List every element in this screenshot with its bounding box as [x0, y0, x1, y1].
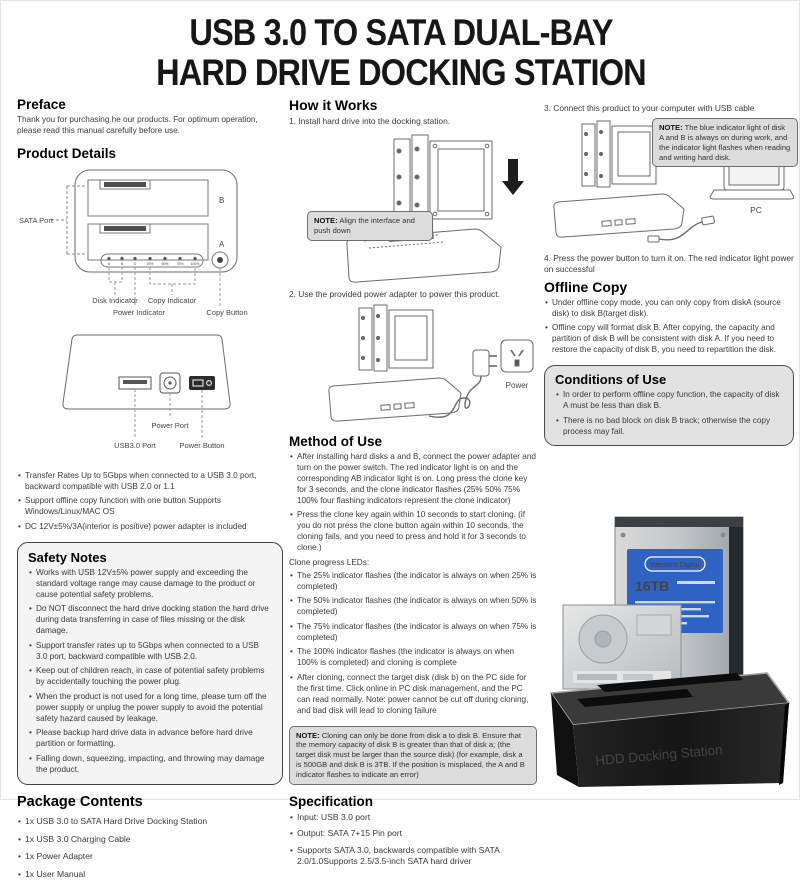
feature-item: • Transfer Rates Up to 5Gbps when connected to a USB 3.0 port, backward compatible with USB 2.0 or 1.1 [17, 471, 283, 493]
led-label: 75% [176, 261, 184, 266]
led-label: 25% [146, 261, 154, 266]
product-details-section [17, 146, 283, 462]
spec-item: • Input: USB 3.0 port [289, 812, 537, 824]
offline-copy-section [544, 279, 794, 356]
package-contents-heading: Package Contents [17, 794, 143, 811]
led-label: 100% [190, 261, 200, 266]
note-prefix: NOTE: [314, 215, 338, 225]
install-diagram [289, 129, 537, 287]
clone-led-item: • The 50% indicator flashes (the indicator is always on when 50% is completed) [289, 596, 537, 618]
power-illustration [289, 302, 537, 430]
how-it-works-heading: How it Works [289, 97, 378, 113]
note-prefix: NOTE: [659, 122, 683, 132]
offline-copy-heading: Offline Copy [544, 278, 628, 295]
power-indicator-label: Power Indicator [112, 307, 166, 317]
safety-note-item: • Falling down, squeezing, impacting, and throwing may damage the product. [28, 754, 272, 776]
dock-front-label: HDD Docking Station [594, 742, 724, 769]
clone-led-item: • The 25% indicator flashes (the indicator is always on when 25% is completed) [289, 571, 537, 593]
preface-section [17, 97, 283, 137]
dock-body [551, 673, 789, 787]
copy-button-label: Copy Button [206, 307, 248, 317]
spec-item: • Output: SATA 7+15 Pin port [289, 828, 537, 840]
power-port-label: Power Port [151, 420, 189, 430]
right-column [544, 101, 794, 446]
drive-brand-label: Western Digital [650, 560, 700, 569]
sata-port-label: SATA Port [19, 215, 53, 225]
offline-copy-item: • Offline copy will format disk B. After copying, the capacity and partition of disk B will be consistent with disk A. If you need to restore the capacity of disk B, you need to repartition the disk. [544, 323, 794, 356]
middle-column [289, 97, 537, 877]
safety-note-item: • Do NOT disconnect the hard drive docking station the hard drive during data transferring in case of files missing or the disk damage. [28, 604, 272, 637]
feature-item: • Support offline copy function with one button Supports Windows/Linux/MAC OS [17, 496, 283, 518]
safety-note-item: • Support transfer rates up to 5Gbps when connected to a USB 3.0 port, backward compatible with USB 2.0. [28, 641, 272, 663]
top-view-diagram [17, 164, 283, 325]
conditions-heading: Conditions of Use [555, 372, 667, 388]
preface-heading: Preface [17, 97, 66, 112]
led-row [107, 257, 199, 266]
step2-text: 2. Use the provided power adapter to power this product. [289, 288, 500, 299]
safety-note-item: • Keep out of children reach, in case of potential safety problems by accidentally touching the power plug. [28, 666, 272, 688]
power-diagram [289, 302, 537, 430]
offline-copy-item: • Under offline copy mode, you can only copy from diskA (source disk) to disk B(target disk). [544, 298, 794, 320]
conditions-item: • In order to perform offline copy function, the capacity of disk A must be less than disk B. [555, 390, 783, 412]
connect-note-box [652, 118, 798, 167]
top-view-illustration [17, 164, 277, 320]
safety-notes-heading: Safety Notes [28, 549, 107, 565]
page-title-line2: HARD DRIVE DOCKING STATION [156, 51, 646, 93]
method-item: • Press the clone key again within 10 seconds to start cloning. (if you do not press the clone button again within 10 seconds, the cloning fails, and you need to press and hold it for 3 seconds to clone.) [289, 510, 537, 554]
led-label: B [120, 261, 124, 266]
feature-item: • DC 12V±5%/3A(interior is positive) power adapter is included [17, 522, 283, 533]
clone-note-box [289, 726, 537, 785]
pc-diagram [544, 116, 794, 251]
conditions-box [544, 365, 794, 446]
package-item: • 1x Power Adapter [17, 851, 283, 863]
package-contents-section [17, 794, 283, 880]
front-view-diagram [17, 325, 283, 462]
led-label: O [133, 261, 137, 266]
product-photo [537, 487, 797, 795]
note-body: Cloning can only be done from disk a to disk B. Ensure that the memory capacity of disk B is greater than that of disk a; (the target disk must be larger than the source disk) (for example, disk a is 500GB and disk B is 3TB. If the position is misplaced, the A and B indicator flashes to indicate an error) [296, 730, 525, 779]
product-details-heading: Product Details [17, 145, 117, 161]
specification-heading: Specification [289, 793, 374, 809]
disk-indicator-label: Disk Indicator [92, 295, 138, 305]
clone-leds-lede: Clone progress LEDs: [289, 557, 370, 567]
front-view-illustration [17, 325, 277, 457]
drive-capacity-label: 16TB [635, 578, 670, 594]
step1-text: 1. Install hard drive into the docking station. [289, 116, 451, 126]
package-item: • 1x USB 3.0 to SATA Hard Drive Docking Station [17, 816, 283, 828]
note-body: Align the interface and push down [314, 215, 415, 235]
down-arrow-icon [502, 159, 524, 195]
step4-text: 4. Press the power button to turn it on. The red indicator light power on successful [544, 252, 794, 274]
hdd-2-5-drive [563, 605, 681, 689]
method-of-use-section [289, 434, 537, 717]
page-title-line1: USB 3.0 TO SATA DUAL-BAY [189, 12, 613, 53]
left-column [17, 97, 283, 889]
method-of-use-heading: Method of Use [289, 433, 382, 449]
page-title [49, 13, 753, 93]
step3-text: 3. Connect this product to your computer with USB cable [544, 103, 755, 113]
clone-led-item: • The 100% indicator flashes (the indicator is always on when 100% is completed) and cloning is complete [289, 647, 537, 669]
method-item: • After installing hard disks a and B, connect the power adapter and turn on the power switch. The red indicator light is on and the corresponding AB indicator light is on. Long press the clone key for 3 seconds, and the clone indicator flashes (25% 50% 75% 100% four flashing indicators represent the clone indicator) [289, 452, 537, 507]
led-label: A [107, 261, 111, 266]
safety-note-item: • Works with USB 12V±5% power supply and exceeding the standard voltage range may cause damage to the product or cause potential safety problems. [28, 568, 272, 601]
package-item: • 1x USB 3.0 Charging Cable [17, 834, 283, 846]
install-note-box [307, 211, 433, 241]
copy-indicator-label: Copy Indicator [147, 295, 197, 305]
power-button-label: Power Button [179, 440, 225, 450]
note-body: The blue indicator light of disk A and B is always on during work, and the indicator light flashes when reading and writing hard disk. [659, 122, 791, 162]
product-photo-illustration [537, 487, 797, 795]
note-prefix: NOTE: [296, 730, 320, 740]
features-list [17, 471, 283, 533]
safety-notes-box [17, 542, 283, 785]
safety-note-item: • When the product is not used for a long time, please turn off the power supply or unplug the power supply to avoid the potential safety hazard caused by leakage. [28, 692, 272, 725]
spec-item: • Supports SATA 3.0, backwards compatible with SATA 2.0/1.0Supports 2.5/3.5-inch SATA hard driver [289, 845, 537, 868]
safety-note-item: • Please backup hard drive data in advance before hard drive partition or formatting. [28, 728, 272, 750]
install-illustration [289, 129, 537, 287]
clone-led-item: • The 75% indicator flashes (the indicator is always on when 75% is completed) [289, 622, 537, 644]
power-outlet-label: Power [505, 380, 529, 390]
preface-body: Thank you for purchasing he our products. For optimum operation, please read this manual carefully before use. [17, 115, 258, 135]
specification-section [289, 794, 537, 868]
usb-port-label: USB3.0 Port [114, 440, 156, 450]
bay-b-label: B [219, 195, 225, 205]
clone-led-item: • After cloning, connect the target disk (disk b) on the PC side for the first time. Click online in PC disk management, and the PC can read normally. Note: power cannot be cut off during cloning, and bad disk will lead to cloning failure [289, 673, 537, 717]
package-item: • 1x User Manual [17, 869, 283, 881]
led-label: 50% [161, 261, 169, 266]
pc-label: PC [750, 204, 762, 215]
bay-a-label: A [219, 239, 225, 249]
conditions-item: • There is no bad block on disk B track; otherwise the copy process may fail. [555, 416, 783, 438]
